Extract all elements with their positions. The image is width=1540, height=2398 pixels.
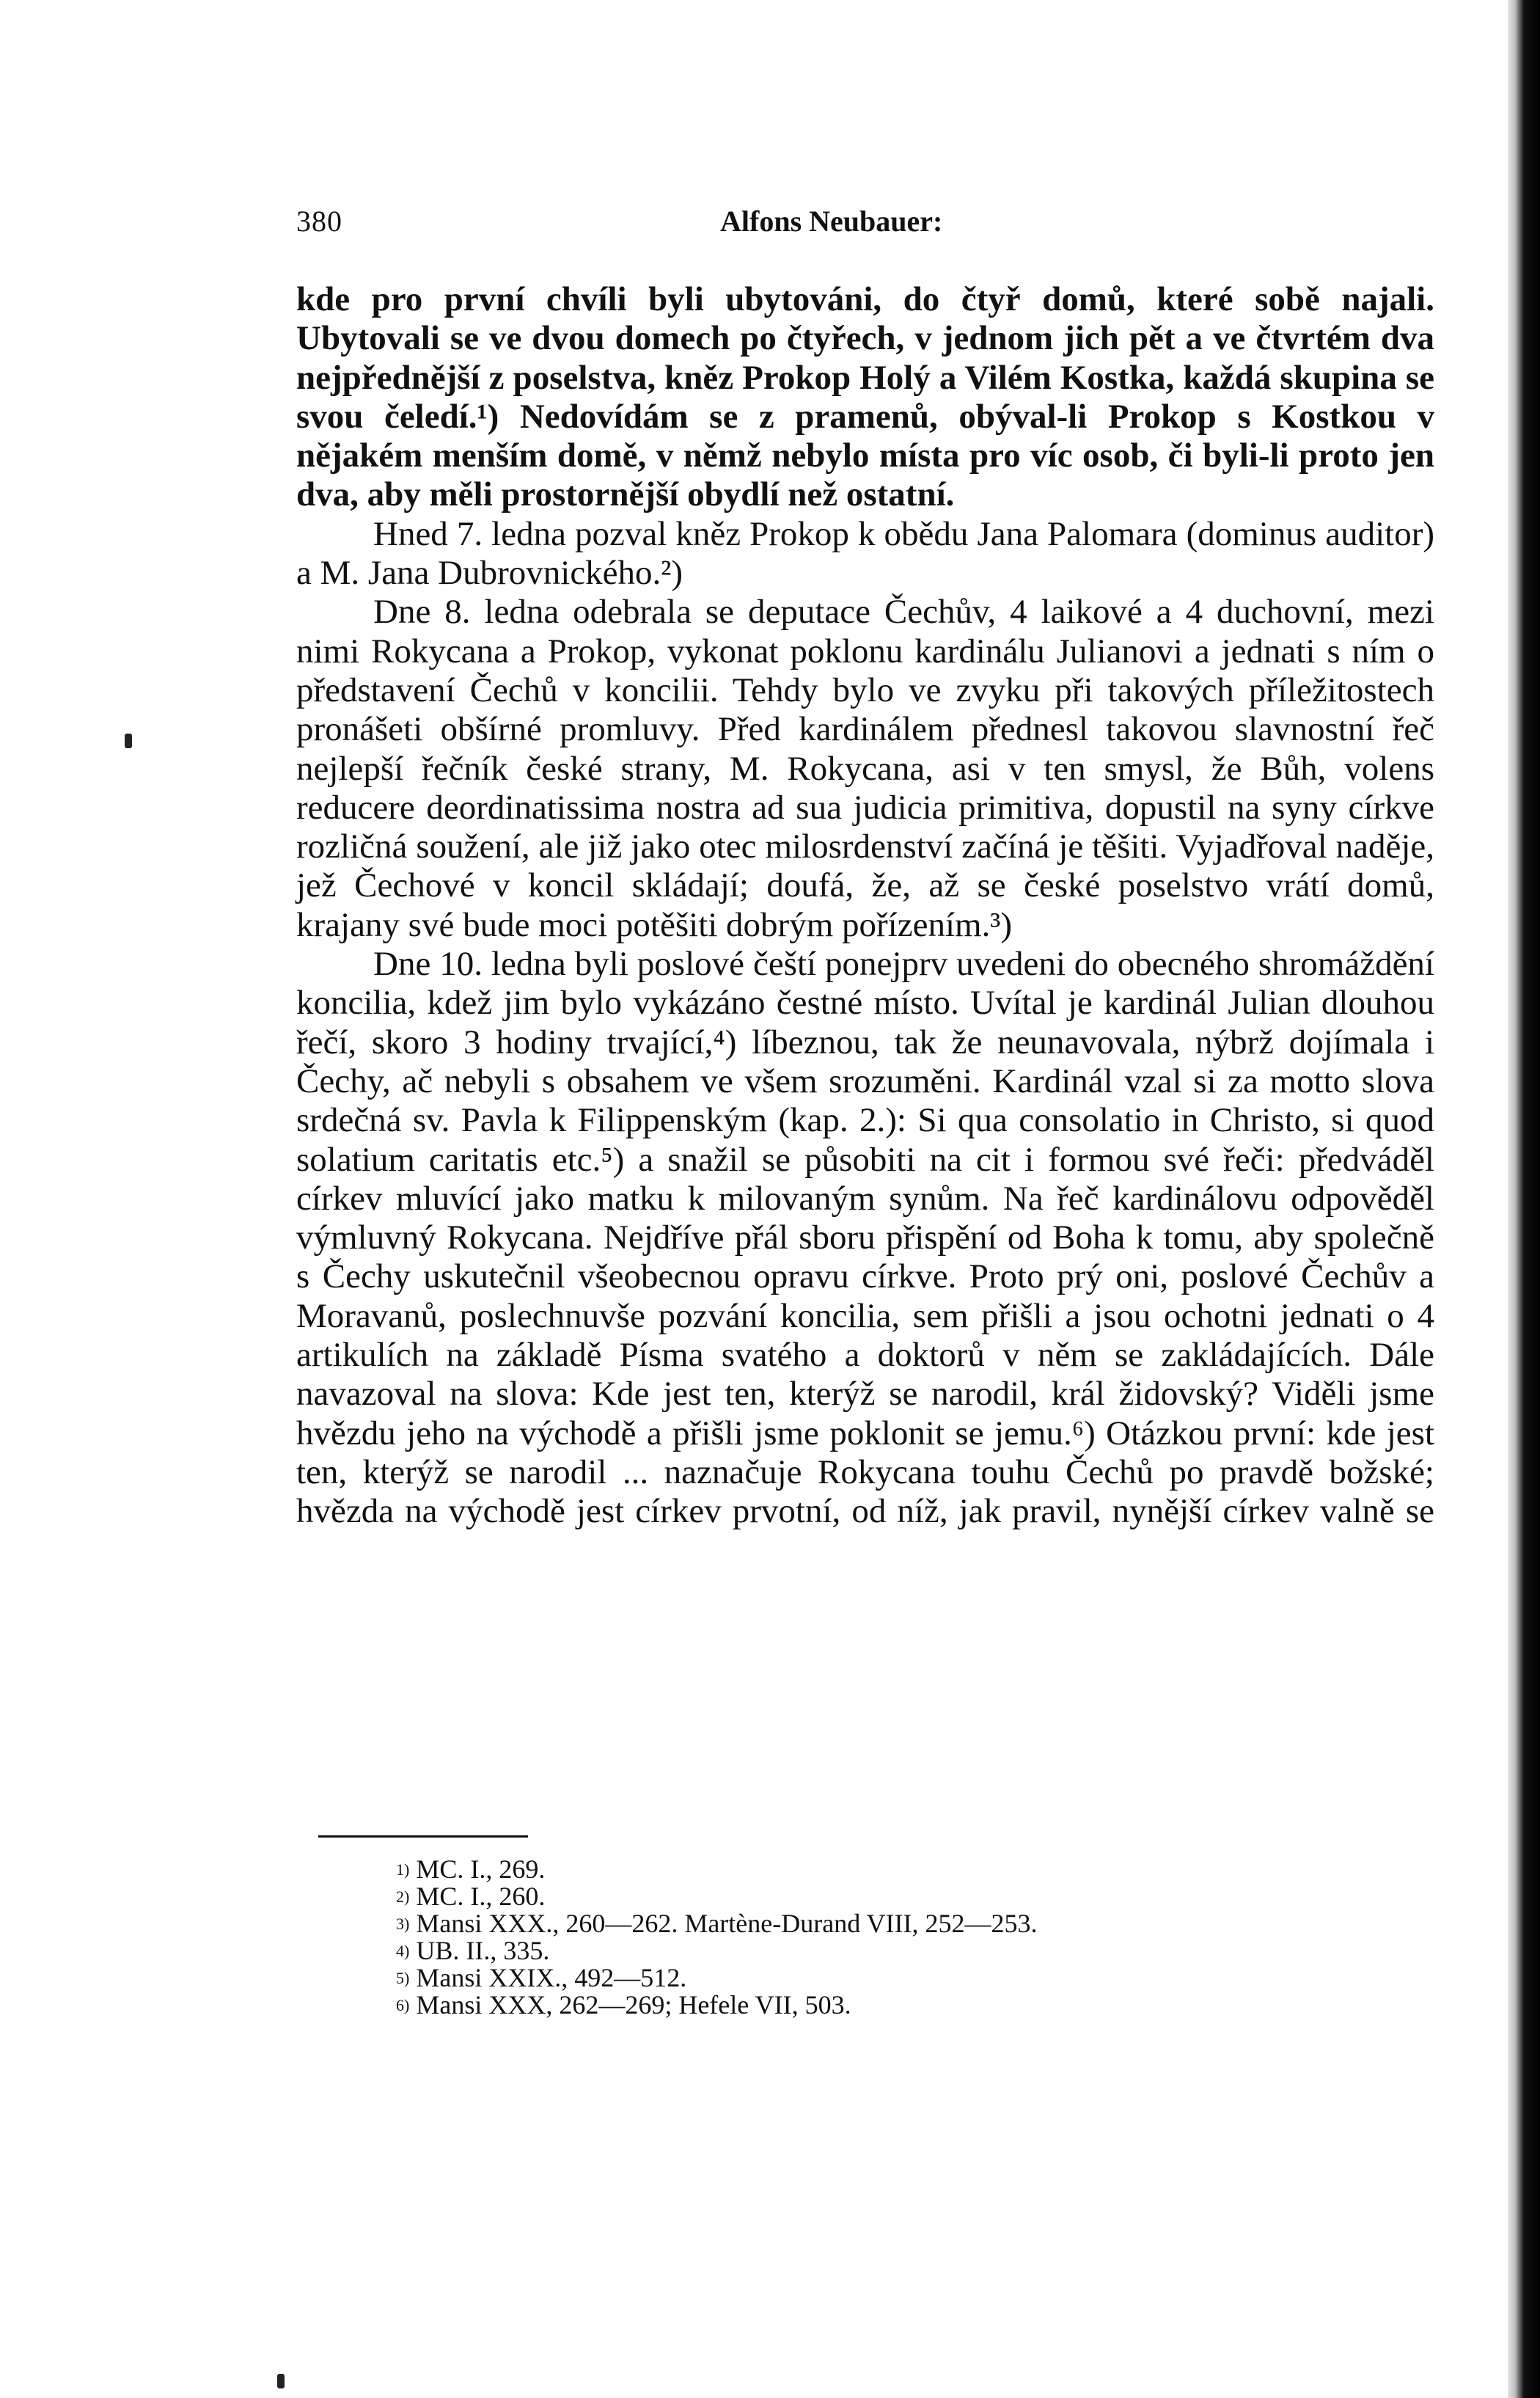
paragraph: Hned 7. ledna pozval kněz Prokop k obědu Jana Palomara (dominus auditor) a M. Jana Dubrovnického.²) xyxy=(296,514,1434,593)
footnote-mark: 4) xyxy=(396,1942,410,1960)
footnote-mark: 3) xyxy=(396,1915,410,1933)
footnote-text: Mansi XXX., 260—262. Martène-Durand VIII, 252—253. xyxy=(416,1909,1038,1938)
footnote-mark: 2) xyxy=(396,1887,410,1906)
paragraph: Dne 8. ledna odebrala se deputace Čechův, 4 laikové a 4 duchovní, mezi nimi Rokycana a Prokop, vykonat poklonu kardinálu Julianovi a jednati s ním o představení Čechů v koncilii. Tehdy bylo ve zvyku při takových příležitostech pronášeti obšírné promluvy. Před kardinálem přednesl takovou slavnostní řeč nejlepší řečník české strany, M. Rokycana, asi v ten smysl, že Bůh, volens reducere deordinatissima nostra ad sua judicia primitiva, dopustil na syny církve rozličná soužení, ale již jako otec milosrdenství začíná je těšiti. Vyjadřoval naděje, jež Čechové v koncil skládají; doufá, že, až se české poselstvo vrátí domů, krajany své bude moci potěšiti dobrým pořízením.³) xyxy=(296,593,1434,944)
scan-speck xyxy=(277,2374,285,2388)
footnote-text: Mansi XXIX., 492—512. xyxy=(416,1963,687,1992)
paragraph: Dne 10. ledna byli poslové čeští ponejprv uvedeni do obecného shromáždění koncilia, kdež jim bylo vykázáno čestné místo. Uvítal je kardinál Julian dlouhou řečí, skoro 3 hodiny trvající,⁴) líbeznou, tak že neunavovala, nýbrž dojímala i Čechy, ač nebyli s obsahem ve všem srozuměni. Kardinál vzal si za motto slova srdečná sv. Pavla k Filippenským (kap. 2.): Si qua consolatio in Christo, si quod solatium caritatis etc.⁵) a snažil se působiti na cit i formou své řeči: předváděl církev mluvící jako matku k milovaným synům. Na řeč kardinálovu odpověděl výmluvný Rokycana. Nejdříve přál sboru přispění od Boha k tomu, aby společně s Čechy uskutečnil všeobecnou opravu církve. Proto prý oni, poslové Čechův a Moravanů, poslechnuvše pozvání koncilia, sem přišli a jsou ochotni jednati o 4 artikulích na základě Písma svatého a doktorů v něm se zakládajících. Dále navazoval na slova: Kde jest ten, kterýž se narodil, král židovský? Viděli jsme hvězdu jeho na východě a přišli jsme poklonit se jemu.⁶) Otázkou první: kde jest ten, kterýž se narodil ... naznačuje Rokycana touhu Čechů po pravdě božské; hvězda na východě jest církev prvotní, od níž, jak pravil, nynější církev valně se xyxy=(296,945,1434,1531)
footnotes xyxy=(396,1856,1276,2019)
scan-speck xyxy=(125,734,132,748)
footnote xyxy=(396,1910,1276,1937)
paragraph: kde pro první chvíli byli ubytováni, do čtyř domů, které sobě najali. Ubytovali se ve dvou domech po čtyřech, v jednom jich pět a ve čtvrtém dva nejpřednější z poselstva, kněz Prokop Holý a Vilém Kostka, každá skupina se svou čeledí.¹) Nedovídám se z pramenů, obýval-li Prokop s Kostkou v nějakém menším domě, v němž nebylo místa pro víc osob, či byli-li proto jen dva, aby měli prostornější obydlí než ostatní. xyxy=(296,280,1434,514)
footnote xyxy=(396,1856,1276,1883)
footnote-divider xyxy=(318,1835,528,1838)
page-content xyxy=(296,0,1434,2398)
footnote xyxy=(396,1964,1276,1992)
footnote-text: UB. II., 335. xyxy=(416,1936,550,1965)
footnote xyxy=(396,1937,1276,1964)
footnote-text: Mansi XXX, 262—269; Hefele VII, 503. xyxy=(416,1990,851,2019)
footnote-mark: 5) xyxy=(396,1969,410,1987)
scan-dark-edge xyxy=(1508,0,1540,2398)
footnote-text: MC. I., 260. xyxy=(416,1882,546,1911)
footnote-mark: 6) xyxy=(396,1996,410,2014)
page-number: 380 xyxy=(296,205,342,238)
footnote-mark: 1) xyxy=(396,1860,410,1879)
footnote xyxy=(396,1992,1276,2019)
header-author: Alfons Neubauer: xyxy=(720,205,943,238)
body-text xyxy=(296,280,1434,1532)
footnote xyxy=(396,1883,1276,1910)
running-head xyxy=(296,200,1434,244)
footnote-text: MC. I., 269. xyxy=(416,1854,546,1884)
